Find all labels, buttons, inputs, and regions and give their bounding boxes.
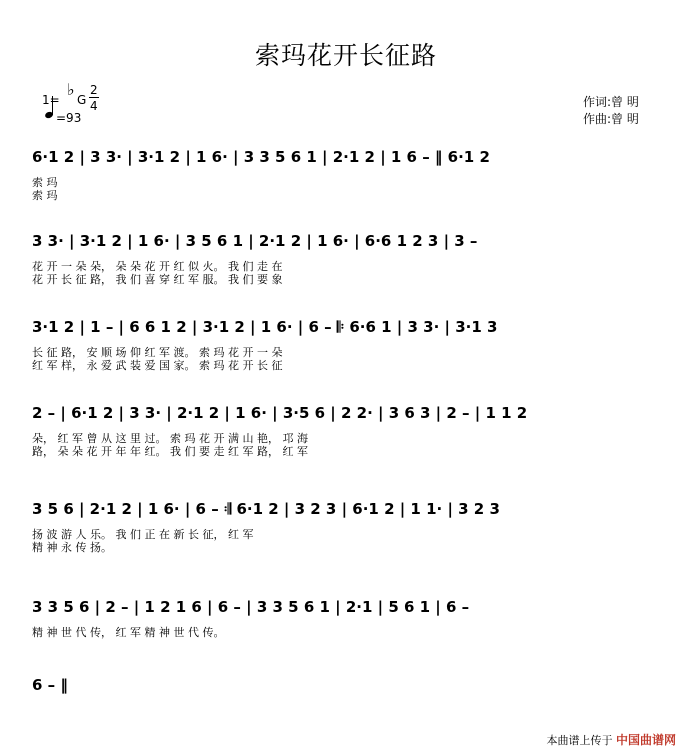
- lyric-verse-1: 扬 波 游 人 乐。 我 们 正 在 新 长 征， 红 军: [32, 528, 254, 541]
- notation-line: 6 – ‖: [32, 676, 68, 694]
- lyric-verse-2: 红 军 样， 永 爱 武 装 爱 国 家。 索 玛 花 开 长 征: [32, 359, 283, 372]
- score-system-7: [32, 676, 662, 732]
- score-system-4: [32, 404, 662, 460]
- composer-credit: 作曲:曾 明: [583, 112, 639, 126]
- score-system-2: [32, 232, 662, 288]
- lyric-verse-2: 索 玛: [32, 189, 58, 202]
- lyric-verse-2: 路， 朵 朵 花 开 年 年 红。 我 们 要 走 红 军 路， 红 军: [32, 445, 308, 458]
- score-system-5: [32, 500, 662, 556]
- notation-line: 3·1 2 | 1 – | 6 6 1 2 | 3·1 2 | 1 6· | 6 – 𝄆 6·6 1 | 3 3· | 3·1 3: [32, 318, 498, 336]
- lyric-verse-1: 花 开 一 朵 朵， 朵 朵 花 开 红 似 火。 我 们 走 在: [32, 260, 283, 273]
- credits: [583, 94, 639, 128]
- score-system-3: [32, 318, 662, 374]
- lyric-verse-2: 精 神 永 传 扬。: [32, 541, 112, 554]
- song-title: 索玛花开长征路: [254, 41, 437, 70]
- footer-text: 本曲谱上传于: [546, 734, 613, 747]
- upload-footer: [546, 731, 676, 748]
- quarter-note-icon: [44, 111, 54, 119]
- lyric-verse-1: 朵， 红 军 曾 从 这 里 过。 索 玛 花 开 满 山 艳， 邛 海: [32, 432, 308, 445]
- lyric-verse-1: 长 征 路， 安 顺 场 仰 红 军 渡。 索 玛 花 开 一 朵: [32, 346, 283, 359]
- time-signature-line: [89, 97, 99, 98]
- notation-line: 3 3· | 3·1 2 | 1 6· | 3 5 6 1 | 2·1 2 | 1 6· | 6·6 1 2 3 | 3 –: [32, 232, 478, 250]
- flat-sign: ♭: [67, 80, 75, 99]
- site-logo[interactable]: 中国曲谱网: [615, 733, 676, 747]
- tempo-marking: =93: [56, 111, 82, 125]
- score-system-1: [32, 148, 662, 204]
- lyric-verse-1: 索 玛: [32, 176, 58, 189]
- notation-line: 3 3 5 6 | 2 – | 1 2 1 6 | 6 – | 3 3 5 6 1 | 2·1 | 5 6 1 | 6 –: [32, 598, 470, 616]
- lyric-verse-1: 精 神 世 代 传， 红 军 精 神 世 代 传。: [32, 626, 225, 639]
- lyric-verse-2: 花 开 长 征 路， 我 们 喜 穿 红 军 服。 我 们 要 象: [32, 273, 283, 286]
- lyricist-credit: 作词:曾 明: [583, 95, 639, 109]
- notation-line: 3 5 6 | 2·1 2 | 1 6· | 6 – 𝄇 6·1 2 | 3 2 3 | 6·1 2 | 1 1· | 3 2 3: [32, 500, 500, 518]
- key-name: G: [77, 93, 87, 107]
- time-signature-top: 2: [90, 83, 98, 97]
- time-signature-bottom: 4: [90, 99, 98, 113]
- score-system-6: [32, 598, 662, 654]
- notation-line: 6·1 2 | 3 3· | 3·1 2 | 1 6· | 3 3 5 6 1 | 2·1 2 | 1 6 – ‖ 6·1 2: [32, 148, 490, 166]
- notation-line: 2 – | 6·1 2 | 3 3· | 2·1 2 | 1 6· | 3·5 6 | 2 2· | 3 6 3 | 2 – | 1 1 2: [32, 404, 528, 422]
- key-prefix: 1=: [42, 93, 60, 107]
